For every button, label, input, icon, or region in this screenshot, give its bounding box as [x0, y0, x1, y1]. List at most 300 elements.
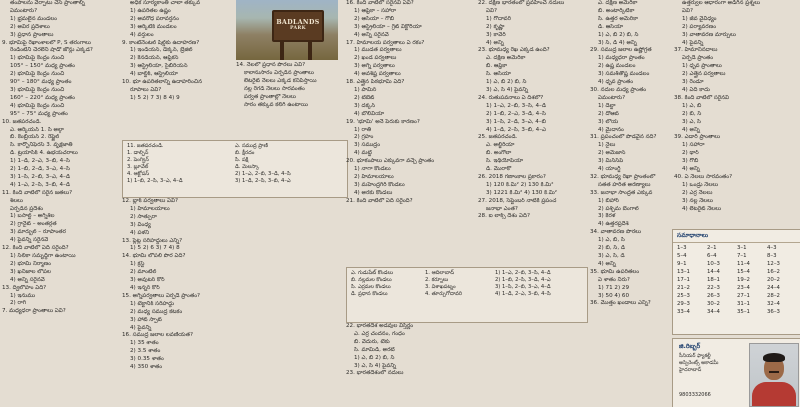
option-line: 2) పశ్చిమ బెంగాల్ [598, 205, 639, 212]
option-line: 2) ఖండ పర్వతాలు [354, 55, 397, 62]
answer-item: 16–2 [767, 269, 780, 275]
badlands-park-photo [236, 0, 338, 60]
option-line: 3) ఎ, సి 4) పైవన్నీ [486, 86, 529, 93]
question-line: 14. భూమి లోపలి పొర ఏది? [122, 253, 186, 260]
option-line: 4) ఉత్తరప్రదేశ్ [598, 221, 629, 228]
option-line: సి. కార్బోనిఫెరస్ 3. వృక్షజాతి [10, 142, 73, 149]
question-line: 22. దక్షిణ భారతంలో ప్రవహించే నదులు [478, 0, 565, 6]
question-line: 12. బ్లాక్ పర్వతాలు ఏవి? [122, 198, 178, 204]
option-line: 3) కావేరి [486, 31, 506, 38]
option-line: 1) ఎ, బి 2) బి, సి [598, 31, 639, 38]
author-name: జి.రిబ్బర్ [679, 343, 701, 350]
option-line: బి. ఆఫ్రికా [486, 63, 508, 70]
option-line: 1) క్రస్ట్ [130, 261, 145, 268]
option-line: 1) ఎ, బి, సి [598, 237, 625, 244]
option-line: 3) అవుటర్ కోర్ [130, 277, 165, 284]
option-line: 160° – 220° మధ్య ప్రాంతం [10, 94, 75, 101]
option-line: 1) 35 శాతం [130, 340, 159, 347]
option-line: తంపాలను వేర్పాటు చేసే ప్రాంతాల్ని [10, 0, 85, 6]
option-line: 2) 1–బి, 2–డి, 3–ఎ, 4–సి [10, 166, 70, 173]
option-line: 3) మహేంద్రగిరి కొండలు [354, 181, 405, 188]
sign-line-1: BADLANDS [276, 19, 320, 26]
option-line: 1) 5 2) 6 3) 7 4) 8 [130, 245, 180, 252]
option-line: 1) టెక్టానిక్ సరిహద్దు [130, 300, 175, 307]
answer-item: 11–4 [737, 261, 750, 267]
question-line: 37. హిమానీనదాలు [674, 47, 718, 54]
option-line: 2) సాత్పురా [130, 213, 157, 220]
question-line: 11. కింది వాటిలో సరైన జతలు? [2, 189, 73, 196]
option-line: 3) సముద్రం [354, 142, 381, 149]
option-line: 4) వర్తులం [130, 31, 154, 38]
option-line: 1) గోదావరి [486, 15, 511, 22]
option-line: ఏర్పడే ప్రాంతం [682, 55, 714, 62]
option-line: 2) రాగి [10, 300, 27, 307]
question-line: 18. ఎత్తైన పీఠభూమి ఏది? [346, 79, 405, 86]
question-line: 35. భూమి ఉపరితలం [590, 268, 640, 275]
option-line: 4) 1–డి, 2–సి, 3–బి, 4–ఎ [486, 126, 546, 133]
option-line: 2) థార్ [682, 150, 699, 157]
option-line: ఎ. అల్జీరియా [486, 142, 515, 149]
answer-item: 18–1 [707, 277, 720, 283]
table-cell: 3) 1–డి, 2–సి, 3–బి, 4–ఎ [235, 178, 291, 184]
option-line: 4) ఏదీ కాదు [682, 86, 710, 93]
option-line: 4) బాల్టిక్, ఆస్ట్రేలియా [130, 71, 178, 78]
option-line: 3) మిసిసిపి [598, 158, 624, 165]
option-line: 4) లేటరైట్ నేలలు [682, 205, 722, 212]
table-cell: 11. జతపరచండి. [127, 143, 164, 149]
table-cell: 2) 1–ఎ, 2–బి, 3–డి, 4–సి [235, 171, 291, 177]
question-line: 30. నదుల మధ్య ప్రాంతం [590, 86, 647, 93]
option-line: 3) దక్కన్ [354, 102, 376, 109]
option-line: డి. ఆసియా [598, 23, 624, 30]
option-line: 2) కృష్ణా [486, 23, 505, 30]
option-line: 2) బి, సి [682, 110, 702, 117]
answer-item: 12–3 [767, 261, 780, 267]
option-line: 1) డెల్టా [598, 102, 616, 109]
answer-item: 22–3 [707, 285, 720, 291]
option-line: ఏర్పడిన ప్రదేశం [10, 205, 44, 212]
option-line: బి. అంటార్కిటికా [598, 7, 635, 14]
option-line: 1) భూమిపై కేంద్రం నుంచి [10, 55, 65, 62]
question-line: 27. 2018, సెప్టెంబర్ నాటికి ప్రపంచ [478, 197, 557, 204]
option-line: 3) లోయ [598, 118, 619, 125]
author-role-line: సీనియర్ ఫ్యాకల్టీ [679, 353, 711, 359]
option-line: ఏమంటారు? [10, 7, 38, 14]
question-line: 9. భూమిపై రేఖాంశాలలో P, S తరంగాలు [2, 39, 91, 46]
answer-item: 19–2 [737, 277, 750, 283]
option-line: 4) అన్నీ [486, 39, 504, 46]
column-4b [346, 323, 586, 407]
answer-item: 6–4 [707, 253, 717, 259]
option-line: 2) దోఆబ్ [598, 110, 619, 117]
option-line: 1) ఎ, బి [682, 102, 702, 109]
option-line: 2) హిమాలయాలు [354, 173, 394, 180]
answer-item: 1–3 [677, 245, 687, 251]
option-line: జనాభా ఎంత? [486, 205, 518, 212]
option-line: 3) అగ్ని పర్వతాలు [354, 63, 395, 70]
table-cell: 1) 1–బి, 2–సి, 3–ఎ, 4–డి [127, 178, 183, 184]
option-line: 1) ఆఫ్రికా – సహారా [354, 7, 397, 14]
question-line: 17. హిమాలయ పర్వతాలు ఏ రకం? [346, 39, 425, 46]
option-line: ఎ. దక్షిణ అమెరికా [486, 55, 526, 62]
match-table-11 [122, 140, 348, 198]
table-cell: 4) 1–డి, 2–ఎ, 3–బి, 4–సి [495, 291, 551, 297]
question-line: 13. ద్విలోహం ఏది? [2, 284, 47, 291]
option-line: 3) వింధ్య [130, 221, 151, 228]
option-line: సతత హరిత అరణ్యాలు [598, 181, 651, 188]
option-line: 1) 71 2) 29 [598, 284, 630, 291]
answer-item: 4–3 [767, 245, 777, 251]
option-line: ఏవి? [486, 7, 497, 14]
answer-item: 10–3 [707, 261, 720, 267]
option-line: 1) భ్రమలైన మండలం [10, 15, 57, 22]
answer-item: 36–3 [767, 309, 780, 315]
option-line: 2) ఎర్ర నేలలు [682, 189, 713, 196]
answer-item: 31–1 [737, 301, 750, 307]
question-line: 16. కింది వాటిలో సరైనవి ఏవి? [346, 0, 414, 6]
photo-hair [763, 353, 785, 362]
table-left [127, 143, 183, 185]
question-line: 12. కింది వాటిలో ఏది సరైంది? [2, 245, 69, 252]
answers-title: సమాధానాలు [673, 230, 800, 243]
question-line: 23. భారతదేశంలో నదులు [346, 370, 404, 377]
option-line: 3) గోబీ [682, 158, 699, 165]
table-cell: 3. విశాఖపట్నం [425, 284, 456, 290]
column-2b [122, 198, 344, 407]
option-line: 3) 0.35 శాతం [130, 356, 164, 363]
option-line: 1) మధ్యధరా ప్రాంతం [598, 55, 645, 62]
column-2 [122, 0, 234, 138]
question-line: 26. 2018 గణాంకాల ప్రకారం? [478, 173, 546, 180]
option-line: 3) వాతావరణ మార్పులు [682, 31, 736, 38]
column-1 [2, 0, 118, 407]
option-line: 90° – 180° మధ్య ప్రాంతం [10, 79, 72, 86]
answer-item: 28–2 [767, 293, 780, 299]
answer-item: 23–4 [737, 285, 750, 291]
option-line: 2) భూమి నిర్మాణం [10, 260, 52, 267]
answer-item: 35–1 [737, 309, 750, 315]
option-line: 1) 1–ఎ, 2–బి, 3–సి, 4–డి [486, 102, 546, 109]
option-line: 1) సహారా [682, 142, 705, 149]
question-line: 29. సముద్ర జలాల ఉష్ణోగ్రత [590, 47, 652, 54]
answer-item: 25–3 [677, 293, 690, 299]
column-4 [346, 0, 474, 265]
answer-item: 29–3 [677, 301, 690, 307]
option-line: బి. అంగోలా [486, 150, 512, 157]
answer-item: 7–1 [737, 253, 747, 259]
match-col-c [495, 270, 551, 298]
option-line: ఏమంటారు? [598, 94, 626, 101]
table-cell: 2) 1–బి, 2–సి, 3–డి, 4–ఎ [495, 277, 551, 283]
option-line: 1) ఇండియన్, డెక్కన్, బ్రెజిల్ [130, 47, 193, 54]
option-line: 2) పర్యావరణం [682, 23, 717, 30]
table-cell: సి. ఎర్రమల కొండలు [351, 284, 391, 290]
answers-box [672, 229, 800, 335]
option-line: సారం తక్కువ కలిగి ఉంటాయి [244, 101, 308, 108]
answer-item: 32–4 [767, 301, 780, 307]
option-line: 4) అన్నీ సరైనవే [10, 276, 45, 283]
table-cell: బి. నల్లమల కొండలు [351, 277, 392, 283]
option-line: 2) మాంటిల్ [130, 269, 157, 276]
option-line: సి. ఉత్తర అమెరికా [598, 15, 638, 22]
question-line: 31. ప్రపంచంలో పొడవైన నది? [590, 134, 657, 141]
option-line: 3) నల్ల నేలలు [682, 197, 713, 204]
question-line: 21. కింది వాటిలో ఏది సరైంది? [346, 197, 413, 204]
option-line: 95° – 75° మధ్య ప్రాంతం [10, 110, 68, 117]
option-line: 4) అన్నీ [598, 260, 616, 267]
option-line: 3) మార్బుల్ – రూపాంతర [10, 229, 66, 236]
option-line: ఏవి? [682, 7, 693, 14]
option-line: 3) హాట్ స్పాట్ [130, 316, 162, 323]
option-line: 1) ఒండ్రు నేలలు [682, 181, 719, 188]
option-line: ఎ. ఆర్కియన్ 1. సీ అల్గా [10, 126, 64, 133]
table-cell: 4. తూర్పుగోదావరి [425, 291, 462, 297]
question-line: 20. భూకంపాలు ఎక్కువగా వచ్చే ప్రాంతం [346, 158, 435, 165]
option-line: లేటరైట్ నేలలు ఎక్కడ కనిపిస్తాయి [244, 77, 317, 84]
table-cell: 2. పెంగ్విన్ [127, 157, 149, 163]
answer-item: 24–4 [767, 285, 780, 291]
question-line: 10. జతపరచండి. [2, 118, 42, 125]
question-line: 28. ఐ లాక్స్ దేశం ఏది? [478, 213, 530, 220]
option-line: 1) రాతి [354, 126, 372, 133]
answer-item: 13–1 [677, 269, 690, 275]
option-line: 1) 5 2) 7 3) 8 4) 9 [130, 94, 180, 101]
option-line: 4) బొలీవియా [354, 110, 385, 117]
option-line: శిలలు [10, 197, 23, 204]
option-line: పర్వత ప్రాంతాల్లో నేలలు [244, 93, 296, 100]
option-line: 4) అరకు కొండలు [354, 189, 393, 196]
option-line: 1) జీవ వైవిధ్యం [682, 15, 717, 22]
question-line: 14. నేలలో ప్రధాన పొరలు ఏవి? [236, 62, 306, 68]
option-line: రూపాలు ఏవి? [130, 86, 162, 93]
option-line: 4) 1–ఎ, 2–సి, 3–బి, 4–డి [10, 181, 70, 188]
option-line: రెండింటినీ చేరలేని షాడో జోన్లు ఎక్కడ? [10, 47, 93, 54]
table-cell: 1. ఆదిలాబాద్ [425, 270, 455, 276]
option-line: బి. కెంబ్రియన్ 2. రెప్టైల్ [10, 134, 60, 141]
option-line: బి. వెదురు, టేకు [354, 338, 390, 345]
option-line: 1) పామీర్ [354, 86, 377, 93]
table-cell: 1) 1–ఎ, 2–బి, 3–సి, 4–డి [495, 270, 551, 276]
table-cell: 1. డాల్ఫిన్ [127, 150, 149, 156]
answer-item: 20–2 [767, 277, 780, 283]
option-line: 2) అమెజాన్ [598, 150, 626, 157]
table-cell: ఎ. గుడుపేట్ కొండలు [351, 270, 393, 276]
question-line: 34. వాతావరణ పొరలు [590, 229, 642, 236]
table-right [235, 143, 291, 185]
option-line: 3) 1–సి, 2–బి, 3–ఎ, 4–డి [10, 173, 70, 180]
option-line: 3) ఆస్ట్రేలియా, సైబీరియన్ [130, 63, 188, 70]
option-line: 1) నాగా కొండలు [354, 166, 391, 173]
match-table-21 [346, 267, 588, 323]
question-line: 13. ప్లేట్ల సరిహద్దులు ఎన్ని? [122, 237, 183, 244]
table-cell: 2. కర్నూలు [425, 277, 449, 283]
option-line: 4) అవశిష్ట పర్వతాలు [354, 71, 401, 78]
author-phone: 9803332066 [679, 392, 711, 398]
option-line: 2) టిబెట్ [354, 94, 375, 101]
table-cell: 3) 1–సి, 2–బి, 3–ఎ, 4–డి [495, 284, 551, 290]
question-line: 39. ఎడారి ప్రాంతాలు [674, 134, 721, 141]
option-line: 4) అన్నీ [682, 126, 700, 133]
author-role-line: హైదరాబాద్ [679, 367, 702, 373]
option-line: 1) 1–డి, 2–ఎ, 3–బి, 4–సి [10, 158, 70, 165]
column-5 [478, 0, 586, 265]
question-line: 22. భారతదేశ అడవుల విస్తీర్ణం [346, 323, 414, 329]
answer-item: 3–1 [737, 245, 747, 251]
column-6 [590, 0, 670, 407]
option-line: 1) బసాల్ట్ – అగ్నిశిల [10, 213, 55, 220]
option-line: 2) ఎత్తైన పర్వతాలు [682, 71, 726, 78]
option-line: ఏ శాతం నీరు? [598, 276, 630, 283]
question-line: 25. జతపరచండి. [478, 134, 518, 141]
option-line: 2) మధ్య సముద్ర కటకం [130, 308, 183, 315]
answer-item: 2–1 [707, 245, 717, 251]
question-line: 10. భూ ఉపరితలాన్ని ఉదాహరించిన [122, 79, 203, 86]
option-line: కాలానుసారం ఏర్పడిన ప్రాంతాలు [244, 69, 314, 76]
option-line: 2) ఆసియా – గోబీ [354, 15, 395, 22]
option-line: 2) 3.5 శాతం [130, 348, 161, 355]
option-line: 1) ధృవ ప్రాంతాలు [682, 63, 722, 70]
option-line: 2) గ్రహం [354, 134, 374, 141]
author-photo [749, 343, 799, 407]
photo-shirt [752, 382, 796, 407]
option-line: 1) ముడత పర్వతాలు [354, 47, 402, 54]
option-line: ఎ. దక్షిణ అమెరికా [598, 0, 638, 6]
option-line: 2) అవరోధ పరావర్తనం [130, 15, 179, 22]
option-line: 1) నైలు [598, 142, 616, 149]
option-line: డి. ట్రయాసిక్ 4. ఉభయచరాలు [10, 150, 78, 157]
option-line: 3) 1–సి, 2–డి, 3–ఎ, 4–బి [486, 118, 546, 125]
question-line: 23. భూమధ్య రేఖ ఎక్కడ ఉంది? [478, 47, 550, 54]
option-line: 4) అన్నీ [682, 166, 700, 173]
question-line: 16. సముద్ర జలాల లవణీయత? [122, 332, 193, 339]
answer-item: 34–4 [707, 309, 720, 315]
option-line: 2) బి, సి, డి [598, 245, 626, 252]
column-3-top [236, 62, 344, 138]
option-line: 4) మైదానం [598, 126, 624, 133]
option-line: 3) రెండూ [682, 79, 704, 86]
option-line: 105° – 150° మధ్య ప్రాంతం [10, 63, 75, 70]
table-cell: సి. పక్షి [235, 157, 249, 163]
answer-item: 27–1 [737, 293, 750, 299]
option-line: 4) పైవన్నీ సరైనవే [10, 237, 49, 244]
option-line: 3) ఆర్కిటిక్ మండలం [130, 23, 177, 30]
park-sign [272, 10, 324, 42]
option-line: 3) సమశీతోష్ణ మండలం [598, 71, 650, 78]
option-line: ఎ. ఎర్ర చందనం, గంధం [354, 330, 405, 337]
question-line: 32. భూమధ్య రేఖా ప్రాంతంలో [590, 173, 656, 180]
option-line: 3) ప్రధాన ప్రాంతాలు [10, 31, 54, 38]
answer-item: 30–2 [707, 301, 720, 307]
answer-item: 15–4 [737, 269, 750, 275]
answer-item: 14–4 [707, 269, 720, 275]
option-line: 3) కేరళ [598, 213, 616, 220]
option-line: 1) ఎ, బి 2) బి, సి [354, 354, 395, 361]
option-line: 2) భూమిపై కేంద్రం నుంచి [10, 71, 65, 78]
question-line: 40. ఏ నేలలు సారవంతం? [674, 173, 733, 180]
option-line: 4) అన్నీ సరైనవే [354, 31, 389, 38]
match-col-b [425, 270, 462, 298]
table-cell: డి. ప్రధాన కొండలు [351, 291, 388, 297]
sign-post-left [280, 40, 284, 60]
option-line: 4) పళని [130, 229, 150, 236]
park-sign-text [274, 19, 322, 31]
question-line: 9. కాంటినెంటల్ షీల్డ్‌కు ఉదాహరణ? [122, 39, 200, 46]
option-line: 2) ఉష్ణ మండలం [598, 63, 636, 70]
option-line: 4) ధృవ ప్రాంతం [598, 79, 634, 86]
option-line: నల్ల రేగడి నేలలు సారవంతం [244, 85, 305, 92]
option-line: 3) 50 4) 60 [598, 292, 630, 299]
option-line: 1) బిహార్ [598, 197, 619, 204]
option-line: 4) మట్టి [354, 150, 372, 157]
option-line: 3) భూమిపై కేంద్రం నుంచి [10, 86, 65, 93]
sign-post-right [308, 40, 312, 60]
option-line: సి. ఇథియోపియా [486, 158, 524, 165]
option-line: ఉత్తర్వుల ఆధారంగా అడిగిన ప్రశ్నలు [682, 0, 761, 6]
answer-item: 8–3 [767, 253, 777, 259]
answer-item: 9–1 [677, 261, 687, 267]
answer-item: 33–4 [677, 309, 690, 315]
option-line: 3) ఖనిజాల లోపల [10, 268, 51, 275]
option-line: 3) ఎ, సి [682, 118, 701, 125]
option-line: 1) ఎ, బి 2) బి, సి [486, 79, 527, 86]
answer-item: 5–4 [677, 253, 687, 259]
option-line: 4) పైవన్నీ [682, 39, 704, 46]
option-line: 2) కెనడియన్, ఆఫ్రికన్ [130, 55, 179, 62]
option-line: 3) ఆస్ట్రేలియా – గ్రేట్ విక్టోరియా [354, 23, 422, 30]
option-line: 2) 1–బి, 2–ఎ, 3–డి, 4–సి [486, 110, 546, 117]
question-line: 7. మధ్యధరా ప్రాంతాలు ఏవి? [2, 308, 66, 315]
option-line: 2) అవిర ప్రదేశాలు [10, 23, 50, 30]
answer-item: 21–2 [677, 285, 690, 291]
option-line: 2) గ్రానైట్ – అంతర్గత [10, 221, 57, 228]
answer-item: 17–1 [677, 277, 690, 283]
option-line: డి. మొరాకో [486, 166, 512, 173]
option-line: 3) 1221 కి.మీ² 4) 130 కి.మీ² [486, 189, 558, 196]
option-line: 4) పైవన్నీ [130, 324, 152, 331]
option-line: 4) 350 శాతం [130, 364, 163, 371]
photo-moustache [769, 371, 779, 373]
sign-line-2: PARK [289, 26, 307, 31]
table-cell: ఎ. సముద్ర ప్రాణి [235, 143, 268, 149]
question-line: 19. 'భూమి' అనే పేరుకు కారణం? [346, 118, 420, 125]
question-line: 24. రుతుపవనాలు ఏ దిశలో? [478, 94, 544, 101]
option-line: 4) ఇన్నర్ కోర్ [130, 284, 160, 291]
option-line: 1) 120 కి.మీ² 2) 130 కి.మీ² [486, 181, 554, 188]
option-line: 3) ఎ, సి 4) పైవన్నీ [354, 362, 397, 369]
option-line: 1) హిమాలయాలు [130, 205, 170, 212]
author-role [679, 353, 741, 374]
option-line: అధిక సూర్యకాంతి చాలా తక్కువ [130, 0, 201, 6]
answers-grid [673, 243, 800, 317]
question-line: 33. జనాభా సాంద్రత ఎక్కువ [590, 189, 653, 196]
option-line: 3) సి, డి 4) అన్నీ [598, 39, 637, 46]
author-box [672, 338, 800, 407]
table-cell: బి. క్షీరదం [235, 150, 255, 156]
question-line: 38. కింది వాటిలో సరైనవి [674, 94, 730, 101]
author-role-line: అస్పిరెంట్స్ అకాడమీ [679, 360, 719, 366]
table-cell: 4. ఆక్టోపస్ [127, 171, 150, 177]
option-line: 1) ఉపరితల ఉష్ణం [130, 7, 171, 14]
question-line: 15. అగ్నిపర్వతాలు ఏర్పడే ప్రాంతం? [122, 292, 201, 299]
option-line: 1) ఇనుము [10, 292, 36, 299]
option-line: సి. ఆసియా [486, 71, 511, 78]
match-col-a [351, 270, 393, 298]
option-line: 4) భూమిపై కేంద్రం నుంచి [10, 102, 65, 109]
option-line: 4) యాంగ్జీ [598, 166, 621, 173]
table-cell: 3. బ్లూవేల్ [127, 164, 149, 170]
option-line: సి. మామిడి, అరటి [354, 346, 395, 353]
answer-item: 26–3 [707, 293, 720, 299]
